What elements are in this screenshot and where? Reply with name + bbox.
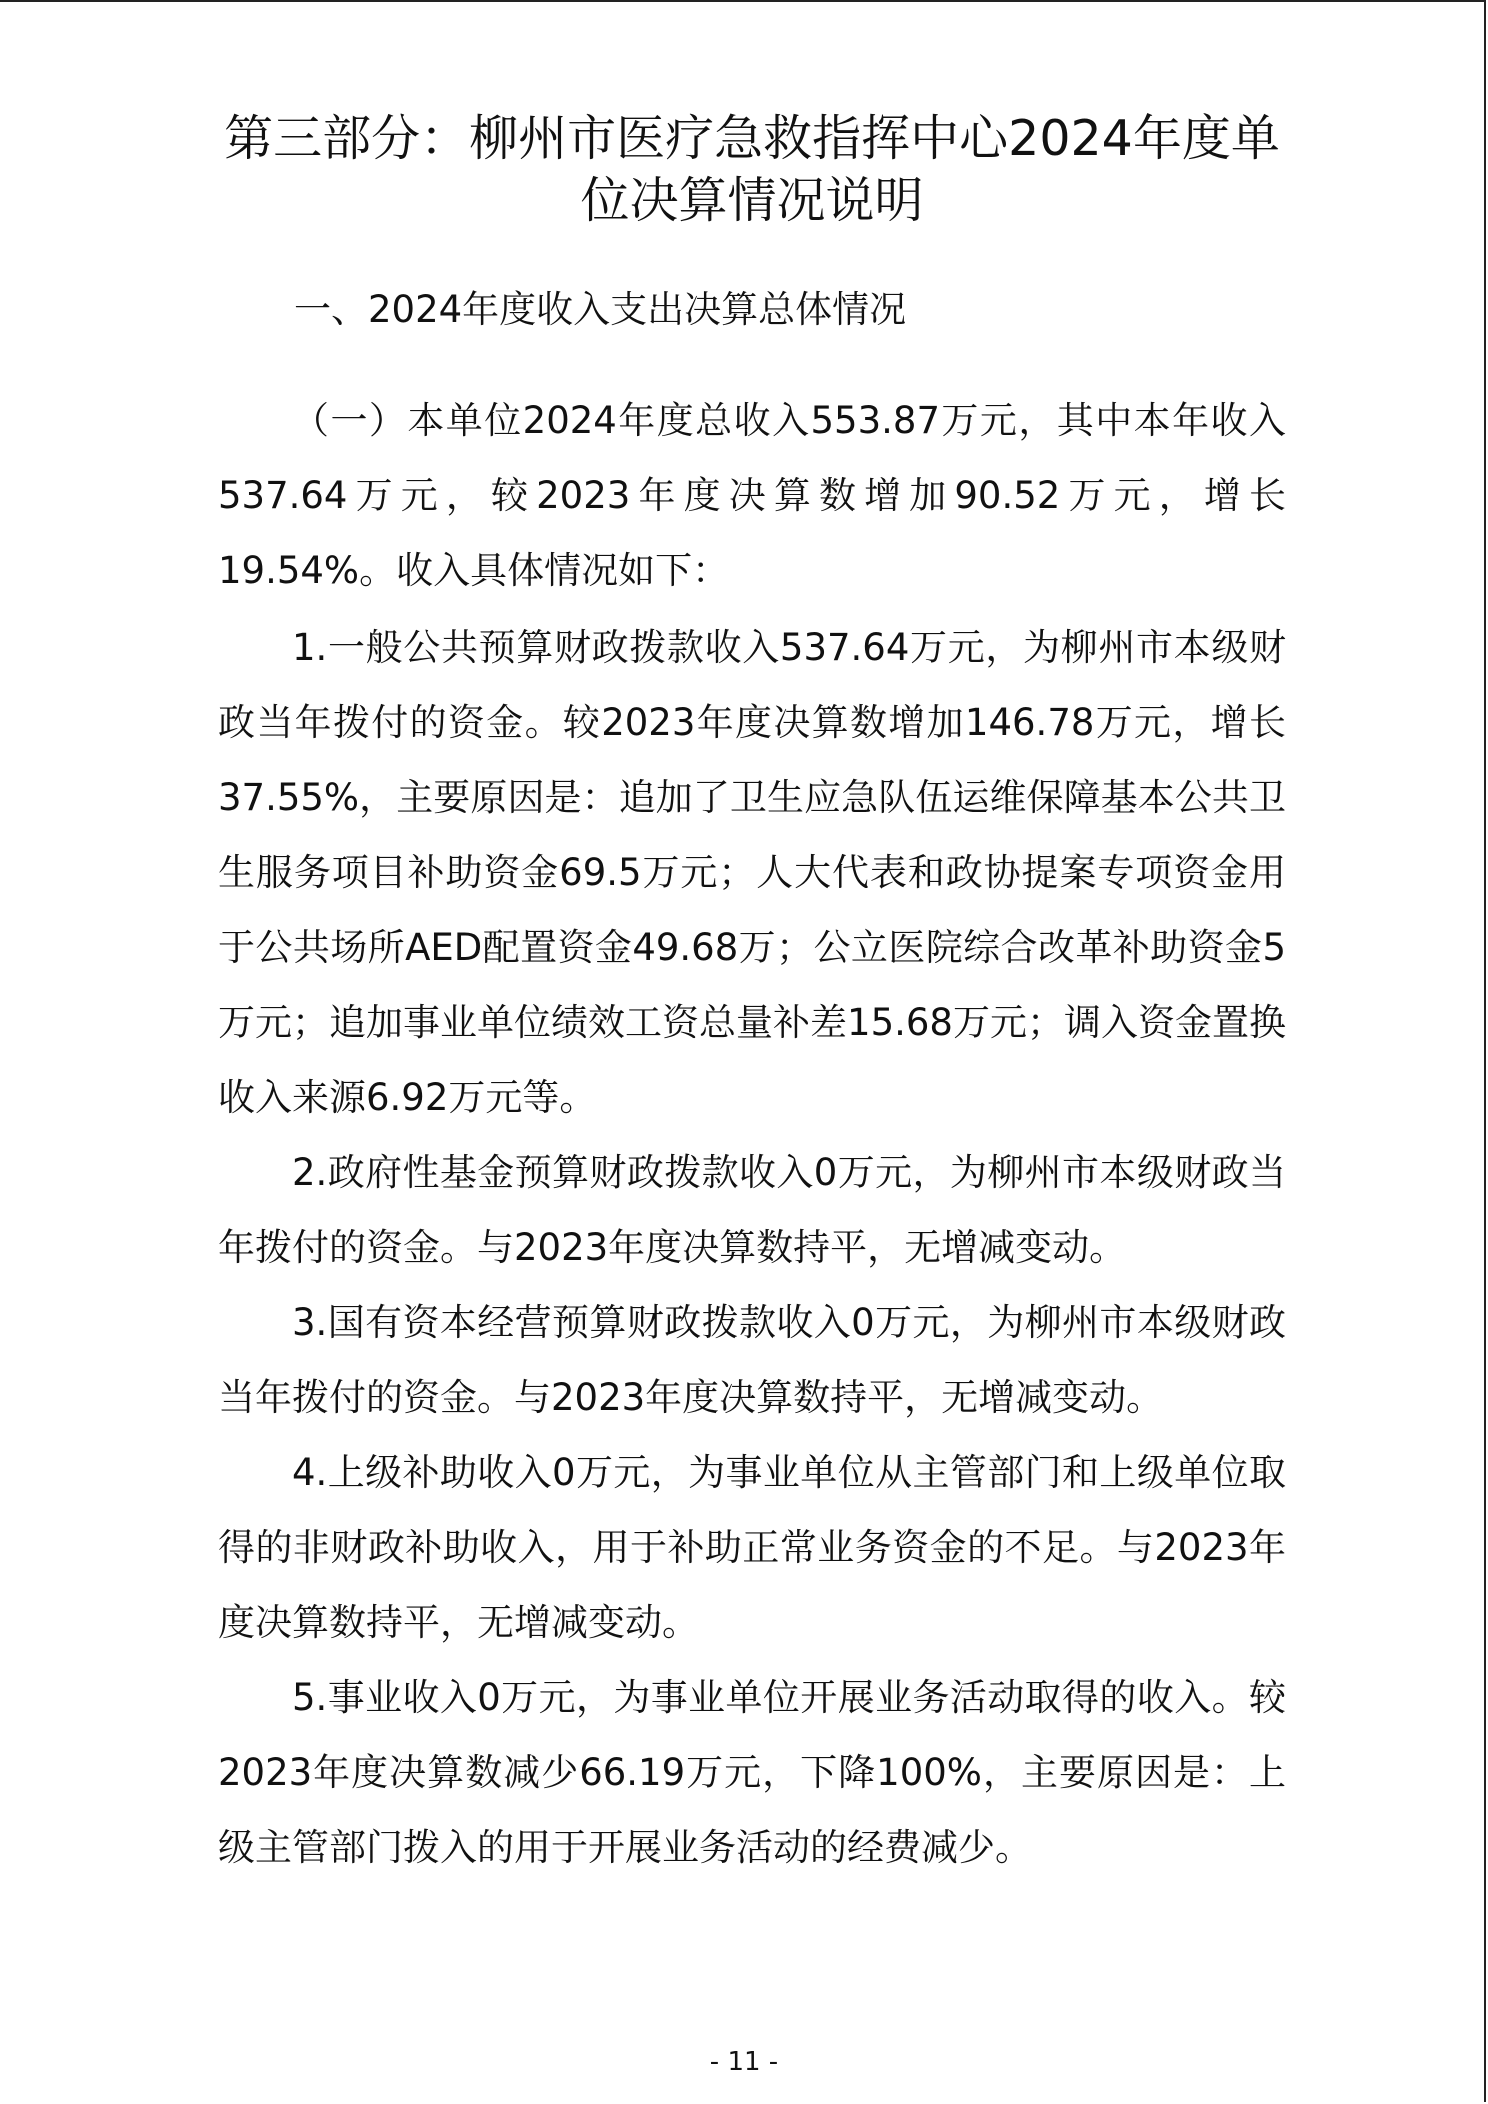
paragraph-total-income: （一）本单位2024年度总收入553.87万元，其中本年收入537.64万元，较2023年度决算数增加90.52万元，增长19.54%。收入具体情况如下： (218, 399, 1286, 592)
paragraph-general-budget-income: 1.一般公共预算财政拨款收入537.64万元，为柳州市本级财政当年拨付的资金。较2023年度决算数增加146.78万元，增长37.55%，主要原因是：追加了卫生应急队伍运维保障基本公共卫生服务项目补助资金69.5万元；人大代表和政协提案专项资金用于公共场所AED配置资金49.68万；公立医院综合改革补助资金5万元；追加事业单位绩效工资总量补差15.68万元；调入资金置换收入来源6.92万元等。 (218, 626, 1286, 1119)
page-title: 第三部分：柳州市医疗急救指挥中心2024年度单位决算情况说明 (224, 110, 1280, 229)
paragraph-business-income: 5.事业收入0万元，为事业单位开展业务活动取得的收入。较2023年度决算数减少66.19万元，下降100%，主要原因是：上级主管部门拨入的用于开展业务活动的经费减少。 (218, 1676, 1286, 1869)
page-number: - 11 - (709, 2047, 779, 2077)
paragraph-government-fund-income: 2.政府性基金预算财政拨款收入0万元，为柳州市本级财政当年拨付的资金。与2023年度决算数持平，无增减变动。 (218, 1151, 1286, 1269)
paragraph-superior-subsidy-income: 4.上级补助收入0万元，为事业单位从主管部门和上级单位取得的非财政补助收入，用于补助正常业务资金的不足。与2023年度决算数持平，无增减变动。 (218, 1451, 1286, 1644)
section-heading: 一、2024年度收入支出决算总体情况 (294, 288, 907, 331)
paragraph-state-capital-income: 3.国有资本经营预算财政拨款收入0万元，为柳州市本级财政当年拨付的资金。与2023年度决算数持平，无增减变动。 (218, 1301, 1286, 1419)
